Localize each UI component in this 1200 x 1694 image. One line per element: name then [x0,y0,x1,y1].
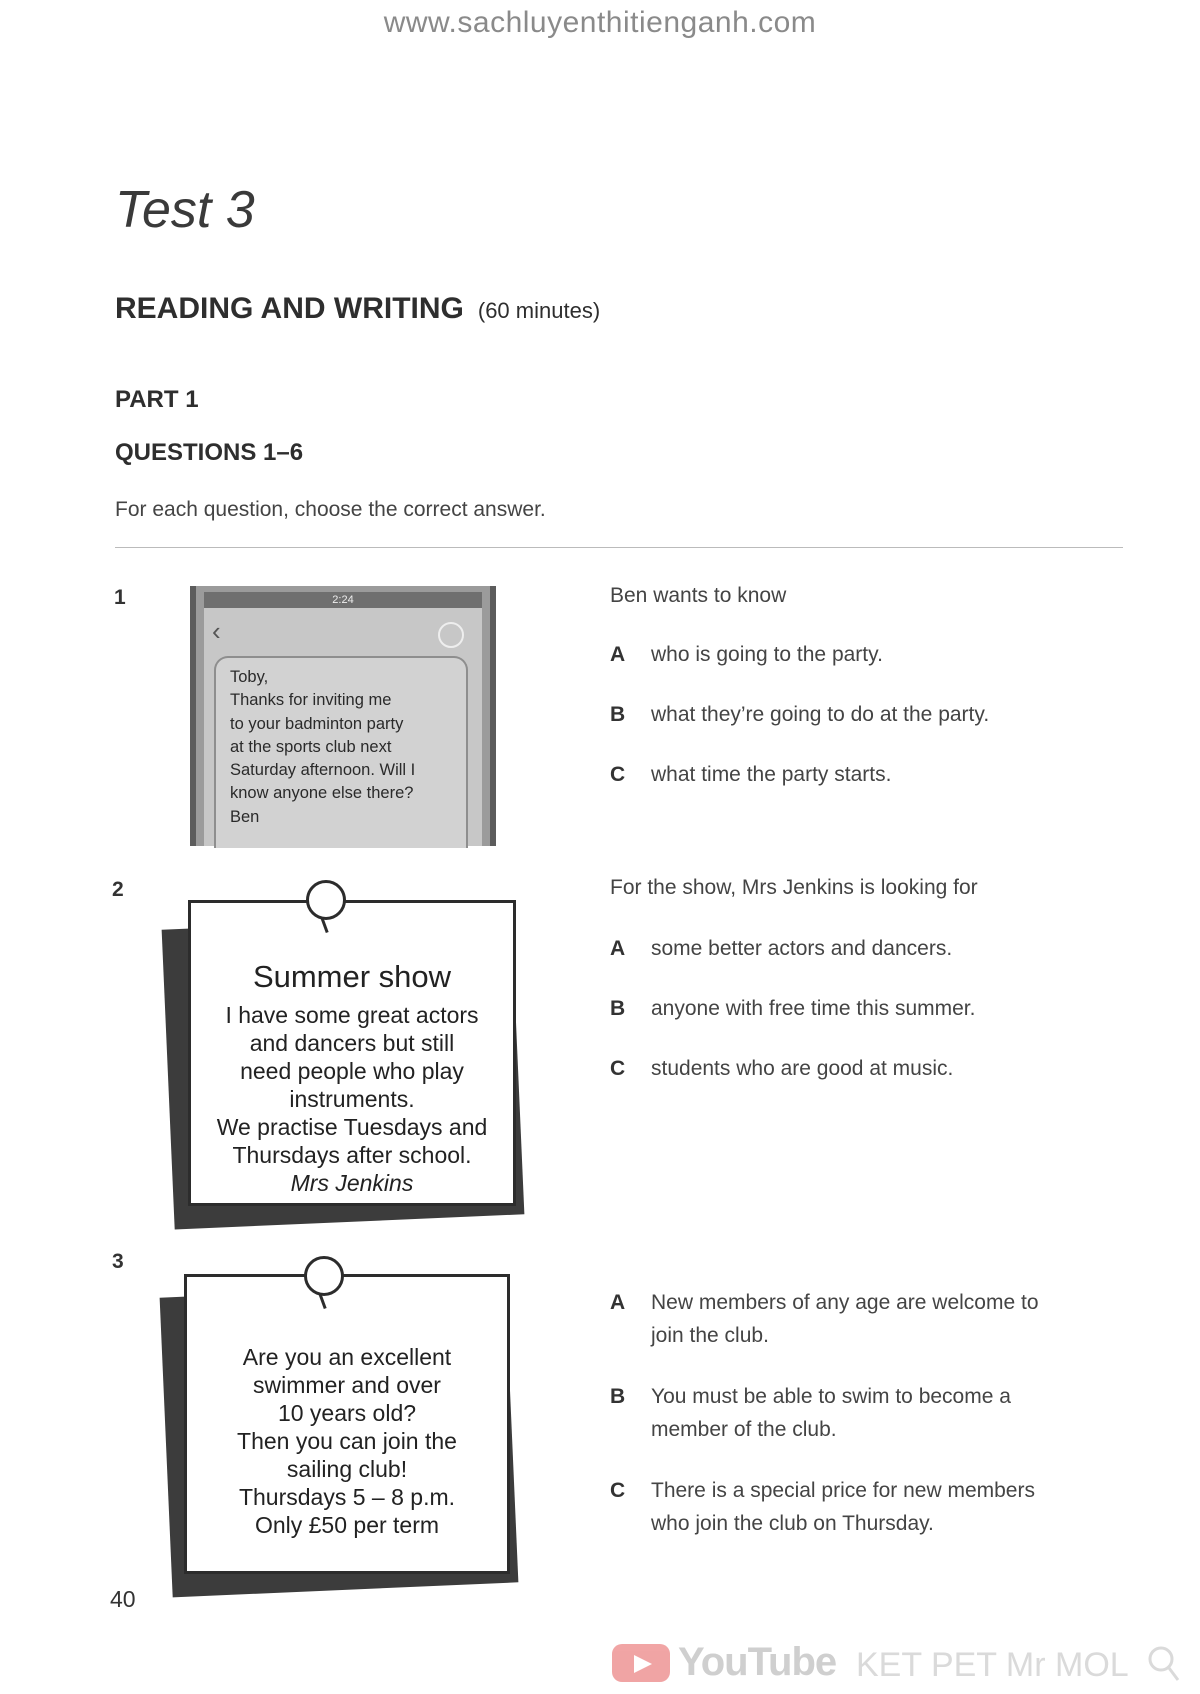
section-duration: (60 minutes) [477,298,601,323]
question-stem: Ben wants to know [610,584,787,607]
option-letter: A [610,643,626,666]
message-line: at the sports club next [230,737,392,756]
answer-option-b[interactable] [610,992,1130,1025]
option-text: what they’re going to do at the party. [651,703,990,726]
option-letter: B [610,1385,626,1408]
phone-screen [204,592,482,846]
question-number: 3 [112,1250,124,1273]
message-line: know anyone else there? [230,784,414,803]
channel-name: KET PET Mr MOL [856,1646,1129,1684]
note-line: We practise Tuesdays and [216,1114,488,1140]
option-text: what time the party starts. [651,763,892,786]
option-letter: A [610,1291,626,1314]
note-line: 10 years old? [277,1400,417,1426]
option-letter: A [610,937,626,960]
test-title: Test 3 [115,181,255,239]
option-text: some better actors and dancers. [651,937,953,960]
note-signature: Mrs Jenkins [290,1170,414,1196]
message-line: to your badminton party [230,714,404,733]
divider [115,547,1123,548]
answer-option-a[interactable] [610,1286,1130,1352]
message-line: Thanks for inviting me [230,691,392,710]
summer-show-note [188,900,516,1206]
search-icon [1147,1644,1181,1684]
message-line: Toby, [230,668,269,686]
option-letter: B [610,703,626,726]
instruction-text: For each question, choose the correct answer. [115,498,546,521]
site-url-header: www.sachluyenthitienganh.com [383,6,817,39]
pushpin-icon [306,880,346,920]
phone-message-image [190,586,496,846]
option-line: You must be able to swim to become a [651,1385,1011,1408]
circle-icon [438,622,464,648]
youtube-logo-icon [612,1644,670,1682]
note-line: swimmer and over [253,1372,441,1398]
section-name: READING AND WRITING [115,292,464,325]
answer-option-a[interactable] [610,638,1130,671]
pushpin-icon [304,1256,344,1296]
option-line: who join the club on Thursday. [651,1512,934,1535]
option-text: anyone with free time this summer. [651,997,976,1020]
option-letter: B [610,997,626,1020]
sailing-club-note [184,1274,510,1574]
option-text [651,1380,1011,1446]
answer-option-c[interactable] [610,1052,1130,1085]
questions-range-heading: QUESTIONS 1–6 [115,439,304,466]
page-number: 40 [110,1586,136,1612]
question-stem: For the show, Mrs Jenkins is looking for [610,876,978,899]
message-bubble [214,656,468,848]
option-letter: C [610,763,626,786]
note-line: and dancers but still [249,1030,455,1056]
answer-option-b[interactable] [610,1380,1130,1446]
note-line: Thursdays 5 – 8 p.m. [238,1484,456,1510]
option-text [651,1474,1035,1540]
note-line: Thursdays after school. [232,1142,472,1168]
part-heading: PART 1 [115,386,199,413]
option-text: students who are good at music. [651,1057,954,1080]
message-line: Ben [230,807,260,826]
option-text: who is going to the party. [651,643,883,666]
note-line: I have some great actors [225,1002,479,1028]
question-number: 1 [114,586,126,609]
option-line: join the club. [651,1324,769,1347]
answer-option-c[interactable] [610,1474,1130,1540]
note-line: instruments. [289,1086,415,1112]
back-chevron-icon: ‹ [212,616,221,646]
note-line: Then you can join the [237,1428,457,1454]
note-line: Are you an excellent [242,1344,452,1370]
note-title: Summer show [252,959,452,994]
section-heading [115,292,600,326]
option-text [651,1286,1039,1352]
option-line: There is a special price for new members [651,1479,1035,1502]
option-line: New members of any age are welcome to [651,1291,1039,1314]
question-number: 2 [112,878,124,901]
option-letter: C [610,1479,626,1502]
answer-option-b[interactable] [610,698,1130,731]
option-letter: C [610,1057,626,1080]
youtube-wordmark: YouTube [678,1640,837,1684]
note-line: need people who play [240,1058,464,1084]
answer-option-c[interactable] [610,758,1130,791]
phone-status-bar: 2:24 [204,592,482,608]
note-line: Only £50 per term [254,1512,440,1538]
option-line: member of the club. [651,1418,837,1441]
answer-option-a[interactable] [610,932,1130,965]
note-line: sailing club! [286,1456,408,1482]
message-line: Saturday afternoon. Will I [230,761,416,780]
